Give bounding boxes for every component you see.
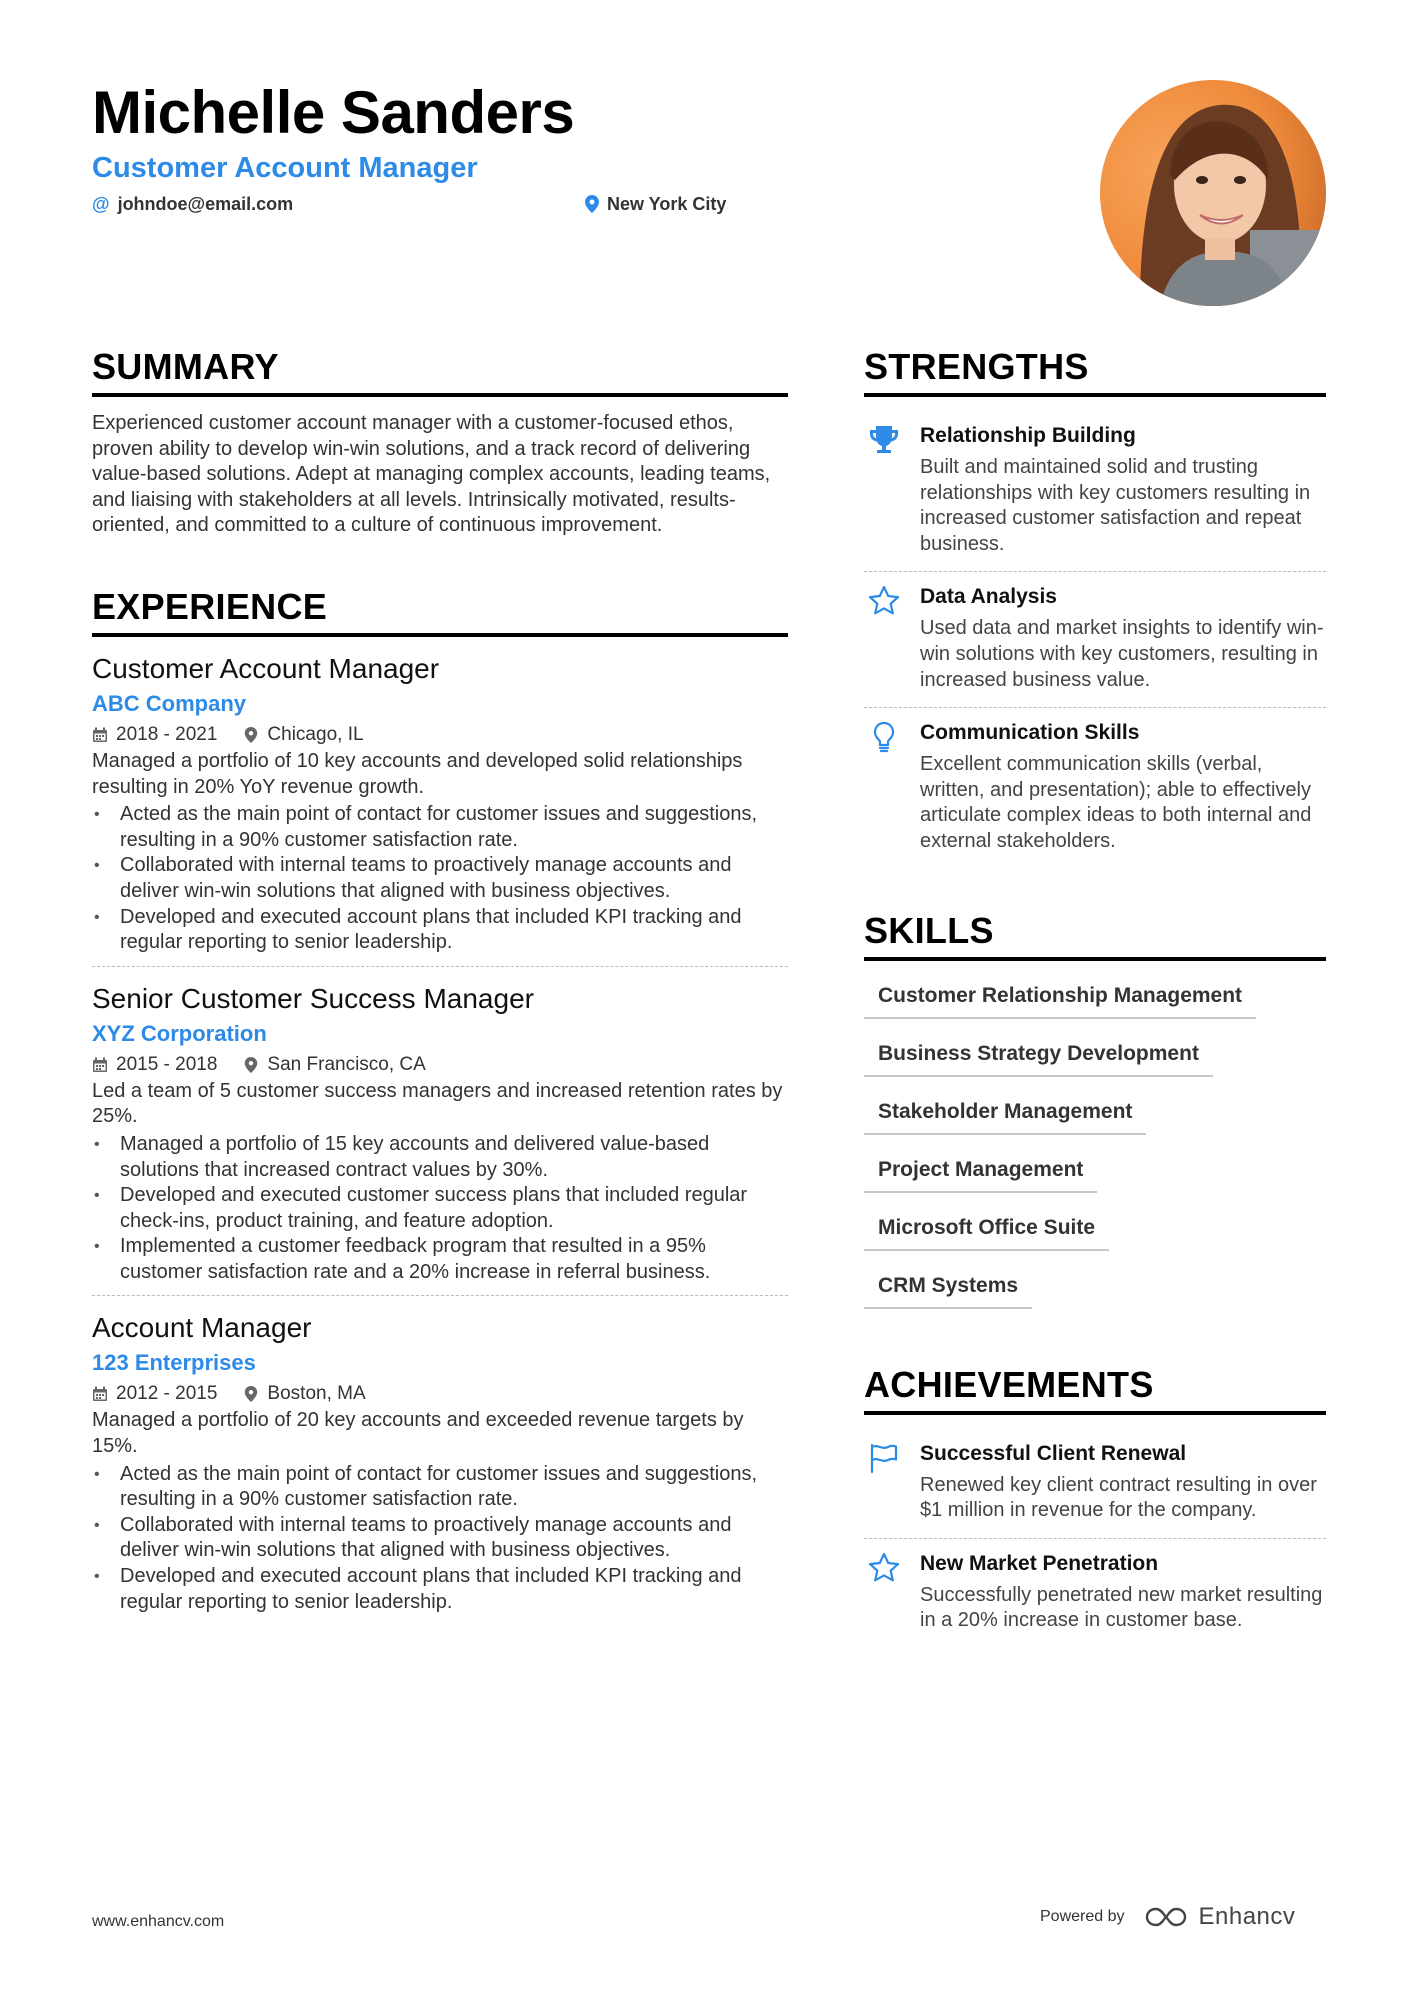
skill-tag: Microsoft Office Suite	[864, 1207, 1109, 1251]
summary-section	[92, 345, 788, 539]
strengths-heading: STRENGTHS	[864, 345, 1326, 397]
job-bullet: • Developed and executed account plans that included KPI tracking and regular reporting to senior leadership.	[92, 905, 788, 956]
job-bullets	[92, 802, 788, 956]
job-dates: 2012 - 2015	[116, 1383, 218, 1405]
map-pin-icon	[243, 727, 259, 743]
star-icon	[864, 582, 904, 693]
job-description: Led a team of 5 customer success managers and increased retention rates by 25%.	[92, 1079, 783, 1128]
skill-tag: Business Strategy Development	[864, 1033, 1213, 1077]
achievement-desc: Successfully penetrated new market resulting in a 20% increase in customer base.	[920, 1583, 1323, 1632]
map-pin-icon	[243, 1057, 259, 1073]
achievement-title: New Market Penetration	[920, 1551, 1159, 1575]
achievements-section	[864, 1363, 1326, 1648]
enhancv-logo	[1143, 1903, 1296, 1931]
job-entry	[92, 651, 788, 967]
job-bullet: • Acted as the main point of contact for customer issues and suggestions, resulting in a 90% customer satisfaction rate.	[92, 802, 788, 853]
strength-item	[864, 572, 1326, 708]
skill-tag: Stakeholder Management	[864, 1091, 1146, 1135]
powered-by-label: Powered by	[1040, 1908, 1125, 1925]
strength-item	[864, 411, 1326, 572]
lightbulb-icon	[864, 718, 904, 854]
job-entry	[92, 1310, 788, 1625]
job-bullet: • Collaborated with internal teams to proactively manage accounts and deliver win-win solutions that aligned with business objectives.	[92, 1513, 788, 1564]
strength-title: Data Analysis	[920, 585, 1057, 609]
footer-powered[interactable]	[1040, 1903, 1295, 1931]
job-location: Chicago, IL	[267, 723, 364, 745]
at-icon: @	[92, 194, 110, 214]
skills-section	[864, 909, 1326, 1323]
job-meta	[92, 1380, 788, 1408]
job-company: XYZ Corporation	[92, 1020, 267, 1046]
experience-heading: EXPERIENCE	[92, 585, 788, 637]
calendar-icon	[92, 1057, 108, 1073]
job-meta	[92, 1051, 788, 1079]
summary-text: Experienced customer account manager with a customer-focused ethos, proven ability to develop win-win solutions, and a track record of delivering value-based solutions. Adept at managing complex accounts, leading teams, and liaising with stakeholders at all levels. Intrinsically motivated, results-oriented, and committed to a culture of continuous improvement.	[92, 412, 771, 537]
strength-title: Relationship Building	[920, 424, 1136, 447]
job-company: ABC Company	[92, 690, 247, 716]
map-pin-icon	[243, 1386, 259, 1402]
contact-email[interactable]	[92, 192, 293, 216]
job-company: 123 Enterprises	[92, 1350, 256, 1376]
skill-tag: Customer Relationship Management	[864, 975, 1256, 1019]
skill-tag: CRM Systems	[864, 1265, 1032, 1309]
job-dates: 2015 - 2018	[116, 1053, 218, 1075]
strength-desc: Built and maintained solid and trusting relationships with key customers resulting in increased customer satisfaction and repeat business.	[920, 456, 1311, 555]
strength-item	[864, 708, 1326, 868]
job-location: Boston, MA	[267, 1383, 366, 1405]
calendar-icon	[92, 727, 108, 743]
job-bullet: • Acted as the main point of contact for customer issues and suggestions, resulting in a 90% customer satisfaction rate.	[92, 1462, 788, 1513]
job-bullets	[92, 1462, 788, 1616]
experience-section	[92, 585, 788, 1625]
achievements-heading: ACHIEVEMENTS	[864, 1363, 1326, 1415]
job-description: Managed a portfolio of 10 key accounts and developed solid relationships resulting in 20% YoY revenue growth.	[92, 749, 743, 798]
strength-desc: Used data and market insights to identify win-win solutions with key customers, resulting in increased business value.	[920, 617, 1324, 691]
strengths-section	[864, 345, 1326, 869]
job-entry	[92, 981, 788, 1297]
calendar-icon	[92, 1386, 108, 1402]
brand-name: Enhancv	[1198, 1903, 1296, 1930]
strength-title: Communication Skills	[920, 721, 1140, 745]
right-column	[864, 345, 1326, 1648]
job-bullet: • Managed a portfolio of 15 key accounts and delivered value-based solutions that increased contract values by 30%.	[92, 1132, 788, 1183]
email-text: johndoe@email.com	[117, 194, 294, 214]
candidate-name: Michelle Sanders	[92, 79, 575, 146]
job-meta	[92, 721, 788, 749]
job-bullet: • Developed and executed customer success plans that included regular check-ins, product training, and feature adoption.	[92, 1183, 788, 1234]
job-bullet: • Collaborated with internal teams to proactively manage accounts and deliver win-win solutions that aligned with business objectives.	[92, 853, 788, 904]
job-location: San Francisco, CA	[267, 1053, 426, 1075]
achievement-item	[864, 1539, 1326, 1648]
job-description: Managed a portfolio of 20 key accounts and exceeded revenue targets by 15%.	[92, 1409, 744, 1458]
contact-location	[585, 192, 726, 216]
job-title: Customer Account Manager	[92, 652, 440, 684]
job-title: Account Manager	[92, 1312, 312, 1344]
achievement-title: Successful Client Renewal	[920, 1441, 1187, 1465]
location-text: New York City	[607, 194, 727, 214]
summary-heading: SUMMARY	[92, 345, 788, 397]
achievement-desc: Renewed key client contract resulting in over $1 million in revenue for the company.	[920, 1473, 1317, 1522]
skill-tag: Project Management	[864, 1149, 1097, 1193]
flag-icon	[864, 1439, 904, 1524]
strength-desc: Excellent communication skills (verbal, written, and presentation); able to effectively articulate complex ideas to both internal and external stakeholders.	[920, 753, 1312, 852]
candidate-title: Customer Account Manager	[92, 152, 478, 184]
trophy-icon	[864, 421, 904, 557]
left-column	[92, 345, 788, 1639]
map-pin-icon	[585, 195, 599, 213]
job-dates: 2018 - 2021	[116, 723, 218, 745]
infinity-icon	[1143, 1905, 1189, 1929]
job-bullets	[92, 1132, 788, 1286]
profile-photo	[1100, 80, 1326, 306]
footer-website[interactable]: www.enhancv.com	[92, 1913, 225, 1930]
job-bullet: • Developed and executed account plans that included KPI tracking and regular reporting to senior leadership.	[92, 1564, 788, 1615]
skills-heading: SKILLS	[864, 909, 1326, 961]
job-title: Senior Customer Success Manager	[92, 982, 534, 1014]
job-bullet: • Implemented a customer feedback program that resulted in a 95% customer satisfaction rate and a 20% increase in referral business.	[92, 1234, 788, 1285]
achievement-item	[864, 1429, 1326, 1539]
star-icon	[864, 1549, 904, 1634]
